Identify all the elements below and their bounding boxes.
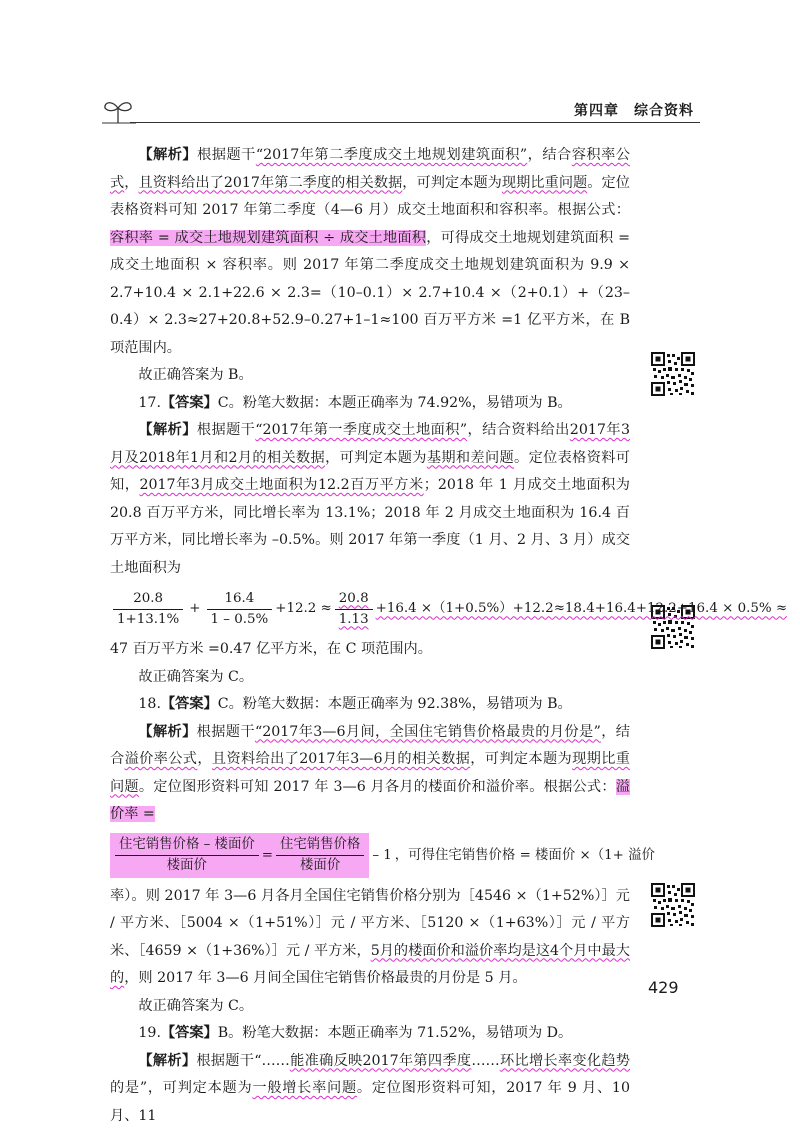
answer-label: 【答案】 (161, 395, 218, 411)
underlined-text: “2017年第一季度成交土地面积” (255, 422, 467, 438)
underlined-text: 且资料给出了2017年3—6月的相关数据 (212, 751, 470, 767)
fraction (113, 589, 183, 630)
operator: + (189, 595, 200, 623)
answer-label: 【答案】 (161, 1025, 218, 1041)
text: 根据题干 (197, 422, 255, 438)
answer-conclusion: 故正确答案为 B。 (110, 362, 630, 390)
qr-code-icon[interactable] (651, 352, 695, 396)
underlined-text: 能准确反映2017年第四季度 (290, 1053, 471, 1069)
page-content (110, 142, 630, 1130)
text: ，可得住宅销售价格 = 楼面价 ×（1+ 溢价 (395, 842, 655, 870)
denominator: 1 – 0.5% (207, 610, 273, 630)
formula-text: – 1 (372, 842, 391, 870)
numerator: 20.8 (113, 589, 183, 610)
underlined-text: 2017年3月成交土地面积为12.2百万平方米 (139, 477, 423, 493)
text: 。定位表格资料可知 2017 年第二季度（4—6 月）成交土地面积和容积率。根据公式： (110, 175, 630, 219)
fraction (335, 589, 373, 630)
denominator: 1.13 (335, 610, 373, 630)
text: 。定位图形资料可知，2017 年 9 月、10 月、11 (110, 1080, 630, 1124)
numerator: 住宅销售价格 – 楼面价 (115, 835, 259, 856)
text: ，可判定本题为 (325, 450, 427, 466)
analysis-label: 【解析】 (138, 1053, 196, 1069)
numerator: 住宅销售价格 (276, 835, 364, 856)
underlined-text: 环比增长率变化趋势 (500, 1053, 630, 1069)
answer-line-19 (110, 1020, 630, 1048)
header-rule (130, 122, 700, 123)
text: 。定位图形资料可知 2017 年 3—6 月各月的楼面价和溢价率。根据公式： (139, 779, 616, 795)
answer-text: B。粉笔大数据：本题正确率为 71.52%，易错项为 D。 (218, 1025, 572, 1041)
answer-text: C。粉笔大数据：本题正确率为 92.38%，易错项为 B。 (218, 696, 572, 712)
highlighted-formula: 容积率 = 成交土地规划建筑面积 ÷ 成交土地面积 (110, 230, 426, 246)
formula-text: +16.4 ×（1+0.5%）+12.2≈18.4+16.4+12.2+16.4 × 0.5% ≈ (376, 595, 787, 623)
answer-text: C。粉笔大数据：本题正确率为 74.92%，易错项为 B。 (218, 395, 572, 411)
formula-17 (110, 582, 630, 636)
fraction (115, 835, 259, 876)
text: …… (471, 1053, 499, 1069)
operator: = (262, 842, 273, 870)
underlined-text: 现期比重问题 (110, 751, 630, 795)
text: ，可判定本题为 (402, 175, 502, 191)
underlined-text: “2017年第二季度成交土地规划建筑面积” (256, 147, 527, 163)
text: ， (197, 751, 212, 767)
chapter-title: 第四章 综合资料 (574, 100, 694, 120)
qr-code-icon[interactable] (651, 883, 695, 927)
page-header (100, 96, 700, 126)
text: ，结合资料给出 (467, 422, 570, 438)
underlined-text: 容积率公式 (110, 147, 630, 191)
text: 率）。则 2017 年 3—6 月各月全国住宅销售价格分别为［4546 ×（1+52%）］元 / 平方米、［5004 ×（1+51%）］元 / 平方米、［5120 ×（1+63%）］元 / 平方米、［4659 ×（1+36%）］元 / 平方米， (110, 888, 630, 959)
formula-result-17: 47 百万平方米 =0.47 亿平方米，在 C 项范围内。 (110, 636, 630, 664)
analysis-paragraph-18 (110, 719, 630, 829)
text: ，结合 (110, 724, 630, 768)
answer-conclusion: 故正确答案为 C。 (110, 664, 630, 692)
highlighted-formula (110, 833, 369, 878)
highlighted-formula: 溢价率 = (110, 779, 630, 823)
answer-label: 【答案】 (161, 696, 218, 712)
text: ，可得成交土地规划建筑面积 = 成交土地面积 × 容积率。则 2017 年第二季度成交土地规划建筑面积为 9.9 × 2.7+10.4 × 2.1+22.6 × 2.3=（10–0.1）× 2.7+10.4 ×（2+0.1）+（23–0.4）× 2.3≈27+20.8+52.9–0.27+1–1≈100 百万平方米 =1 亿平方米，在 B 项范围内。 (110, 230, 630, 356)
underlined-text: 溢价率公式 (125, 751, 198, 767)
underlined-text: “2017年3—6月间，全国住宅销售价格最贵的月份是” (255, 724, 601, 740)
text: 根据题干 (197, 147, 256, 163)
underlined-text: 一般增长率问题 (252, 1080, 357, 1096)
text: ，则 2017 年 3—6 月间全国住宅销售价格最贵的月份是 5 月。 (124, 970, 526, 986)
page-number: 429 (648, 978, 679, 997)
denominator: 楼面价 (276, 856, 364, 876)
formula-18 (110, 829, 630, 883)
text: ，可判定本题为 (470, 751, 572, 767)
answer-line-17 (110, 390, 630, 418)
question-number: 17. (138, 395, 161, 411)
fraction (207, 589, 273, 630)
analysis-label: 【解析】 (138, 147, 197, 163)
underlined-text: 基期和差问题 (427, 450, 514, 466)
underlined-text: 5月的楼面价和溢价率均是这4个月中最大的 (110, 943, 630, 987)
underlined-text: 2017年3月及2018年1月和2月的相关数据 (110, 422, 630, 466)
analysis-continuation-18 (110, 883, 630, 993)
text: 根据题干 (197, 724, 255, 740)
denominator: 楼面价 (115, 856, 259, 876)
numerator: 16.4 (207, 589, 273, 610)
text: 的是”，可判定本题为 (110, 1080, 252, 1096)
answer-line-18 (110, 691, 630, 719)
text: ，结合 (527, 147, 572, 163)
denominator: 1+13.1% (113, 610, 183, 630)
text: ；2018 年 1 月成交土地面积为 20.8 百万平方米，同比增长率为 13.1%；2018 年 2 月成交土地面积为 16.4 百万平方米，同比增长率为 –0.5%。则 2017 年第一季度（1 月、2 月、3 月）成交土地面积为 (110, 477, 630, 576)
question-number: 18. (138, 696, 161, 712)
underlined-text: 现期比重问题 (502, 175, 587, 191)
analysis-label: 【解析】 (138, 724, 196, 740)
formula-text: +12.2 ≈ (275, 595, 332, 623)
text: 根据题干“…… (196, 1053, 290, 1069)
text: ， (124, 175, 138, 191)
analysis-paragraph-17 (110, 417, 630, 582)
fraction (276, 835, 364, 876)
analysis-paragraph-19 (110, 1048, 630, 1130)
text: 。定位表格资料可知， (110, 450, 630, 494)
analysis-paragraph (110, 142, 630, 362)
question-number: 19. (138, 1025, 161, 1041)
answer-conclusion: 故正确答案为 C。 (110, 993, 630, 1021)
underlined-text: 且资料给出了2017年第二季度的相关数据 (138, 175, 402, 191)
numerator: 20.8 (335, 589, 373, 610)
analysis-label: 【解析】 (138, 422, 196, 438)
